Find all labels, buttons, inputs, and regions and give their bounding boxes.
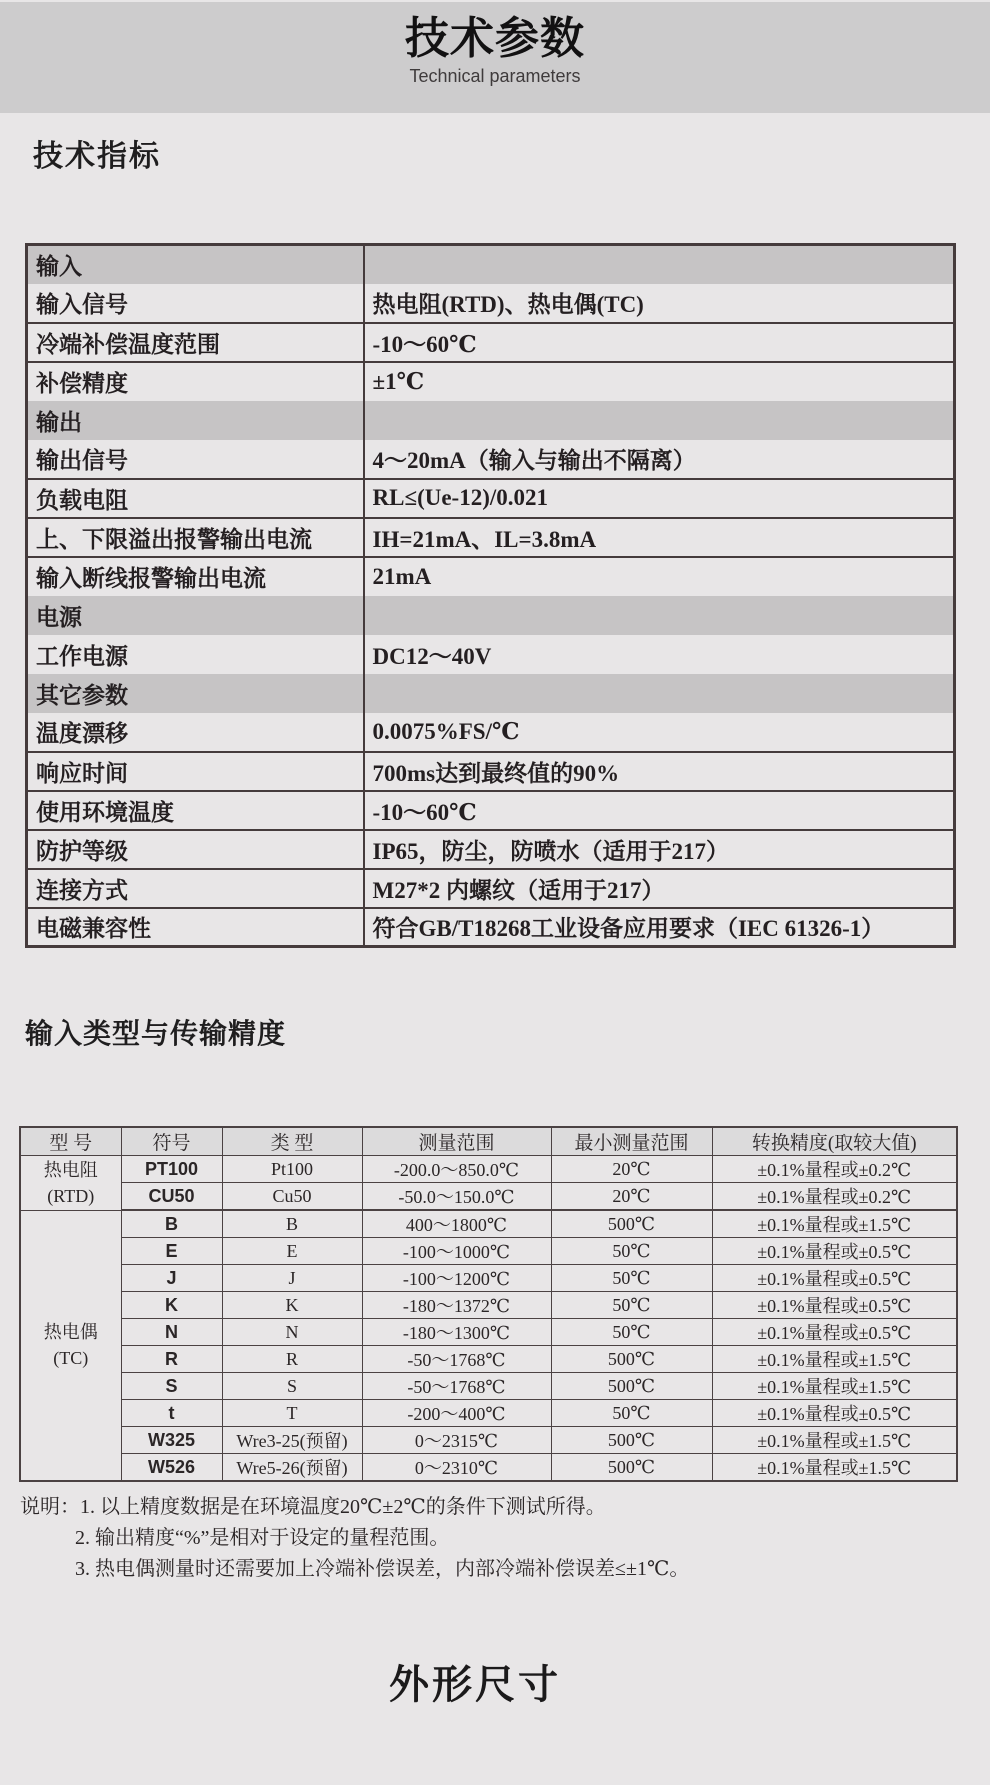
spec-value-cell — [364, 245, 955, 284]
io-col-header: 符号 — [121, 1127, 222, 1156]
io-type-cell: Cu50 — [222, 1183, 362, 1211]
io-type-cell: Wre5-26(预留) — [222, 1454, 362, 1482]
io-type-cell: E — [222, 1238, 362, 1265]
io-accuracy-cell: ±0.1%量程或±1.5℃ — [712, 1427, 957, 1454]
io-symbol-cell: W526 — [121, 1454, 222, 1482]
spec-label-cell: 工作电源 — [27, 635, 364, 674]
io-accuracy-cell: ±0.1%量程或±1.5℃ — [712, 1454, 957, 1482]
io-range-cell: -180～1300℃ — [362, 1319, 551, 1346]
io-range-cell: -100～1000℃ — [362, 1238, 551, 1265]
spec-table — [25, 243, 956, 948]
spec-label-cell: 输入信号 — [27, 284, 364, 323]
io-range-cell: 400～1800℃ — [362, 1210, 551, 1238]
io-accuracy-cell: ±0.1%量程或±1.5℃ — [712, 1373, 957, 1400]
spec-section-label: 输入 — [27, 245, 364, 284]
io-symbol-cell: N — [121, 1319, 222, 1346]
page-subtitle: Technical parameters — [409, 66, 581, 86]
io-accuracy-cell: ±0.1%量程或±0.5℃ — [712, 1400, 957, 1427]
spec-row — [27, 791, 955, 830]
io-symbol-cell: B — [121, 1210, 222, 1238]
note-line: 2. 输出精度“%”是相对于设定的量程范围。 — [75, 1527, 450, 1549]
io-accuracy-cell: ±0.1%量程或±0.5℃ — [712, 1292, 957, 1319]
spec-value-cell: RL≤(Ue-12)/0.021 — [364, 479, 955, 518]
io-col-header: 最小测量范围 — [551, 1127, 712, 1156]
io-minrange-cell: 500℃ — [551, 1210, 712, 1238]
io-type-cell: K — [222, 1292, 362, 1319]
spec-label-cell: 上、下限溢出报警输出电流 — [27, 518, 364, 557]
io-type-cell: Pt100 — [222, 1156, 362, 1183]
io-minrange-cell: 500℃ — [551, 1373, 712, 1400]
io-col-header: 转换精度(取较大值) — [712, 1127, 957, 1156]
spec-value-cell: 0.0075%FS/℃ — [364, 713, 955, 752]
table-row — [20, 1454, 957, 1482]
io-minrange-cell: 500℃ — [551, 1427, 712, 1454]
spec-row — [27, 518, 955, 557]
table-row — [20, 1265, 957, 1292]
spec-label-cell: 连接方式 — [27, 869, 364, 908]
spec-section-row — [27, 596, 955, 635]
io-symbol-cell: J — [121, 1265, 222, 1292]
io-range-cell: -50.0～150.0℃ — [362, 1183, 551, 1211]
table-row — [20, 1400, 957, 1427]
table-row — [20, 1183, 957, 1211]
spec-label-cell: 使用环境温度 — [27, 791, 364, 830]
io-type-cell: N — [222, 1319, 362, 1346]
spec-row — [27, 479, 955, 518]
io-minrange-cell: 50℃ — [551, 1265, 712, 1292]
io-accuracy-cell: ±0.1%量程或±0.2℃ — [712, 1156, 957, 1183]
spec-section-row — [27, 245, 955, 284]
spec-section-label: 输出 — [27, 401, 364, 440]
io-range-cell: -200.0～850.0℃ — [362, 1156, 551, 1183]
spec-label-cell: 补偿精度 — [27, 362, 364, 401]
io-group-cell-tc: 热电偶 (TC) — [20, 1210, 121, 1481]
io-header-row — [20, 1127, 957, 1156]
io-accuracy-cell: ±0.1%量程或±0.5℃ — [712, 1319, 957, 1346]
spec-row — [27, 752, 955, 791]
io-type-cell: J — [222, 1265, 362, 1292]
io-col-header: 型 号 — [20, 1127, 121, 1156]
table-row — [20, 1210, 957, 1238]
table-row — [20, 1156, 957, 1183]
io-range-cell: -180～1372℃ — [362, 1292, 551, 1319]
spec-label-cell: 防护等级 — [27, 830, 364, 869]
io-type-cell: B — [222, 1210, 362, 1238]
spec-value-cell: 4～20mA（输入与输出不隔离） — [364, 440, 955, 479]
spec-row — [27, 362, 955, 401]
io-symbol-cell: K — [121, 1292, 222, 1319]
note-line: 3. 热电偶测量时还需要加上冷端补偿误差，内部冷端补偿误差≤±1℃。 — [75, 1558, 690, 1580]
io-minrange-cell: 50℃ — [551, 1400, 712, 1427]
io-symbol-cell: S — [121, 1373, 222, 1400]
spec-value-cell: -10～60℃ — [364, 323, 955, 362]
spec-row — [27, 713, 955, 752]
spec-value-cell: IH=21mA、IL=3.8mA — [364, 518, 955, 557]
io-accuracy-cell: ±0.1%量程或±1.5℃ — [712, 1346, 957, 1373]
table-row — [20, 1292, 957, 1319]
spec-row — [27, 830, 955, 869]
io-symbol-cell: W325 — [121, 1427, 222, 1454]
spec-value-cell: 700ms达到最终值的90% — [364, 752, 955, 791]
spec-value-cell — [364, 596, 955, 635]
io-range-cell: -100～1200℃ — [362, 1265, 551, 1292]
spec-section-row — [27, 674, 955, 713]
spec-section-label: 其它参数 — [27, 674, 364, 713]
spec-label-cell: 输入断线报警输出电流 — [27, 557, 364, 596]
io-minrange-cell: 50℃ — [551, 1238, 712, 1265]
io-type-cell: R — [222, 1346, 362, 1373]
page-title: 技术参数 — [405, 14, 585, 63]
io-range-cell: -50～1768℃ — [362, 1346, 551, 1373]
spec-value-cell: IP65，防尘，防喷水（适用于217） — [364, 830, 955, 869]
table-row — [20, 1319, 957, 1346]
spec-value-cell — [364, 674, 955, 713]
io-accuracy-cell: ±0.1%量程或±0.5℃ — [712, 1265, 957, 1292]
spec-section-label: 电源 — [27, 596, 364, 635]
spec-row — [27, 869, 955, 908]
io-type-cell: S — [222, 1373, 362, 1400]
io-minrange-cell: 50℃ — [551, 1319, 712, 1346]
table-row — [20, 1238, 957, 1265]
table-row — [20, 1346, 957, 1373]
spec-label-cell: 温度漂移 — [27, 713, 364, 752]
spec-row — [27, 635, 955, 674]
io-type-cell: Wre3-25(预留) — [222, 1427, 362, 1454]
spec-label-cell: 电磁兼容性 — [27, 908, 364, 947]
table-row — [20, 1427, 957, 1454]
spec-value-cell: -10～60℃ — [364, 791, 955, 830]
spec-label-cell: 负载电阻 — [27, 479, 364, 518]
io-range-cell: -200～400℃ — [362, 1400, 551, 1427]
io-section-heading: 输入类型与传输精度 — [25, 1018, 287, 1049]
spec-value-cell: 符合GB/T18268工业设备应用要求（IEC 61326-1） — [372, 916, 885, 942]
io-group-cell-rtd: 热电阻 (RTD) — [20, 1156, 121, 1211]
io-minrange-cell: 500℃ — [551, 1346, 712, 1373]
spec-row — [27, 557, 955, 596]
io-accuracy-cell: ±0.1%量程或±0.5℃ — [712, 1238, 957, 1265]
spec-row — [27, 323, 955, 362]
io-accuracy-cell: ±0.1%量程或±0.2℃ — [712, 1183, 957, 1211]
spec-label-cell: 响应时间 — [27, 752, 364, 791]
io-accuracy-cell: ±0.1%量程或±1.5℃ — [712, 1210, 957, 1238]
io-range-cell: 0～2315℃ — [362, 1427, 551, 1454]
io-col-header: 测量范围 — [362, 1127, 551, 1156]
dimensions-section-heading: 外形尺寸 — [389, 1663, 561, 1707]
table-row — [20, 1373, 957, 1400]
spec-label-cell: 输出信号 — [27, 440, 364, 479]
io-type-cell: T — [222, 1400, 362, 1427]
io-minrange-cell: 50℃ — [551, 1292, 712, 1319]
io-minrange-cell: 20℃ — [551, 1156, 712, 1183]
io-symbol-cell: E — [121, 1238, 222, 1265]
spec-value-cell: ±1℃ — [372, 369, 425, 394]
notes-label: 说明： — [20, 1496, 80, 1518]
io-symbol-cell: CU50 — [121, 1183, 222, 1211]
io-minrange-cell: 20℃ — [551, 1183, 712, 1211]
spec-row — [27, 440, 955, 479]
io-symbol-cell: R — [121, 1346, 222, 1373]
spec-section-heading: 技术指标 — [33, 140, 161, 173]
io-table — [19, 1126, 958, 1482]
io-range-cell: -50～1768℃ — [362, 1373, 551, 1400]
spec-section-row — [27, 401, 955, 440]
spec-value-cell: M27*2 内螺纹（适用于217） — [364, 869, 955, 908]
notes-block — [20, 1492, 970, 1585]
spec-row — [27, 284, 955, 323]
io-col-header: 类 型 — [222, 1127, 362, 1156]
spec-value-cell: DC12～40V — [372, 643, 492, 669]
note-text: 1. 以上精度数据是在环境温度20℃±2℃的条件下测试所得。 — [80, 1496, 606, 1518]
spec-label-cell: 冷端补偿温度范围 — [27, 323, 364, 362]
spec-row — [27, 908, 955, 947]
io-symbol-cell: t — [121, 1400, 222, 1427]
page-banner — [0, 2, 990, 113]
io-symbol-cell: PT100 — [121, 1156, 222, 1183]
spec-value-cell: 热电阻(RTD)、热电偶(TC) — [364, 284, 955, 323]
note-line — [20, 1492, 970, 1523]
io-range-cell: 0～2310℃ — [362, 1454, 551, 1482]
io-minrange-cell: 500℃ — [551, 1454, 712, 1482]
spec-value-cell — [364, 401, 955, 440]
spec-value-cell: 21mA — [372, 563, 432, 589]
